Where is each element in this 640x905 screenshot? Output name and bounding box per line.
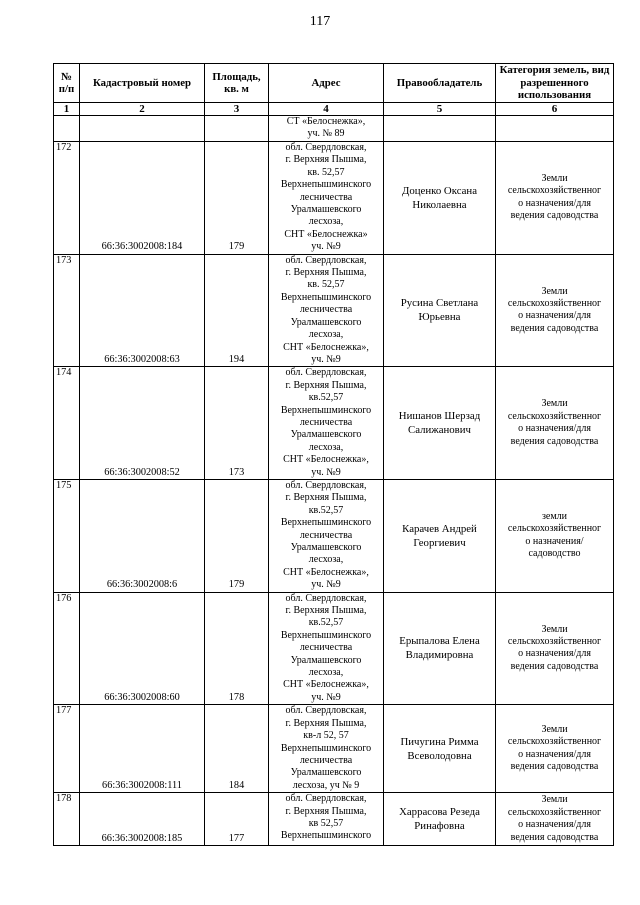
land-category xyxy=(496,254,614,367)
category-line: Земли xyxy=(541,623,568,635)
address-line: Верхнепышминского xyxy=(280,404,372,416)
address-line: г. Верхняя Пышма, xyxy=(285,267,367,279)
address-line: лесничества xyxy=(299,416,353,428)
column-number: 3 xyxy=(205,103,269,116)
address-line: лесхоза, xyxy=(308,216,344,228)
land-category xyxy=(496,367,614,480)
address-line: СНТ «Белоснежка», xyxy=(283,566,369,578)
address-line: уч. №9 xyxy=(311,353,341,365)
column-number: 2 xyxy=(80,103,205,116)
address-line: г. Верхняя Пышма, xyxy=(285,154,367,166)
row-number: 178 xyxy=(54,793,80,846)
header-cadastral: Кадастровый номер xyxy=(80,64,205,103)
page-number: 117 xyxy=(309,14,331,29)
address-line: Верхнепышминского xyxy=(280,629,372,641)
owner-name: Харрасова Резеда Ринафовна xyxy=(384,793,496,846)
land-registry-table xyxy=(53,63,614,846)
address-cell xyxy=(269,367,384,480)
address-line: Уралмашевского xyxy=(290,542,362,553)
category-line: сельскохозяйственног xyxy=(507,806,602,818)
cadastral-number: 66:36:3002008:185 xyxy=(80,793,205,846)
cadastral-number: 66:36:3002008:111 xyxy=(80,705,205,793)
address-line: кв. 52,57 xyxy=(307,166,345,178)
address-line: СНТ «Белоснежка» xyxy=(284,228,368,240)
table-row xyxy=(54,705,614,793)
cadastral-number: 66:36:3002008:63 xyxy=(80,254,205,367)
address-line: лесхоза, xyxy=(308,441,344,453)
category-line: земли xyxy=(541,510,568,522)
column-number: 1 xyxy=(54,103,80,116)
row-number: 173 xyxy=(54,254,80,367)
address-line: Уралмашевского xyxy=(290,316,362,328)
address-line: СНТ «Белоснежка», xyxy=(283,679,369,691)
category-line: о назначения/ xyxy=(525,535,584,547)
row-number xyxy=(54,116,80,142)
cadastral-number: 66:36:3002008:184 xyxy=(80,142,205,255)
area-value xyxy=(205,116,269,142)
land-category xyxy=(496,116,614,142)
address-line: Верхнепышминского xyxy=(280,517,372,529)
address-line: обл. Свердловская, xyxy=(285,705,367,717)
address-line: кв.52,57 xyxy=(308,392,344,404)
address-line: обл. Свердловская, xyxy=(285,592,367,604)
address-line: уч. №9 xyxy=(311,466,341,478)
category-line: Земли xyxy=(541,794,568,806)
address-line: лесничества xyxy=(299,529,353,541)
address-line: г. Верхняя Пышма, xyxy=(285,492,367,504)
category-line: Земли xyxy=(541,285,568,297)
address-cell xyxy=(269,116,384,142)
category-line: о назначения/для xyxy=(518,310,591,322)
address-line: Уралмашевского xyxy=(290,204,362,216)
category-line: сельскохозяйственног xyxy=(507,636,602,648)
address-line: лесхоза, xyxy=(308,554,344,566)
owner-name xyxy=(384,116,496,142)
address-cell xyxy=(269,479,384,592)
owner-name: Русина Светлана Юрьевна xyxy=(384,254,496,367)
category-line: ведения садоводства xyxy=(510,435,599,447)
table-row xyxy=(54,793,614,846)
address-cell xyxy=(269,142,384,255)
category-line: сельскохозяйственног xyxy=(507,736,602,748)
owner-name: Пичугина Римма Всеволодовна xyxy=(384,705,496,793)
category-line: ведения садоводства xyxy=(510,210,599,222)
address-cell xyxy=(269,592,384,705)
category-line: ведения садоводства xyxy=(510,322,599,334)
address-line: кв-л 52, 57 xyxy=(303,730,349,742)
land-category xyxy=(496,705,614,793)
category-line: садоводство xyxy=(528,548,581,560)
category-line: сельскохозяйственног xyxy=(507,298,602,310)
owner-name: Нишанов Шерзад Салижанович xyxy=(384,367,496,480)
address-line: Верхнепышминского xyxy=(280,291,372,303)
address-cell xyxy=(269,254,384,367)
address-line: обл. Свердловская, xyxy=(285,479,367,491)
header-category: Категория земель, вид разрешенного использования xyxy=(496,64,614,103)
address-line: обл. Свердловская, xyxy=(285,254,367,266)
land-category xyxy=(496,142,614,255)
address-line: Уралмашевского xyxy=(290,767,362,779)
address-line: кв.52,57 xyxy=(308,617,344,629)
address-line: лесхоза, xyxy=(308,329,344,341)
category-line: Земли xyxy=(541,173,568,185)
area-value: 178 xyxy=(205,592,269,705)
address-line: г. Верхняя Пышма, xyxy=(285,379,367,391)
table-row xyxy=(54,367,614,480)
address-line: уч. №9 xyxy=(311,579,341,591)
address-line: уч. №9 xyxy=(311,691,341,703)
header-number: № п/п xyxy=(54,64,80,103)
address-line: г. Верхняя Пышма, xyxy=(285,805,367,817)
address-cell xyxy=(269,705,384,793)
address-line: г. Верхняя Пышма, xyxy=(285,717,367,729)
area-value: 194 xyxy=(205,254,269,367)
owner-name: Доценко Оксана Николаевна xyxy=(384,142,496,255)
table-row xyxy=(54,142,614,255)
category-line: ведения садоводства xyxy=(510,660,599,672)
address-line: лесхоза, уч № 9 xyxy=(292,779,360,791)
address-line: кв 52,57 xyxy=(308,817,344,829)
category-line: ведения садоводства xyxy=(510,831,599,843)
category-line: о назначения/для xyxy=(518,819,591,831)
address-line: лесничества xyxy=(299,191,353,203)
address-line: обл. Свердловская, xyxy=(285,793,367,805)
address-line: Верхнепышминского xyxy=(280,179,372,191)
address-line: уч. №9 xyxy=(311,241,341,253)
address-line: обл. Свердловская, xyxy=(285,367,367,379)
address-line: Верхнепышминского xyxy=(280,742,372,754)
category-line: о назначения/для xyxy=(518,748,591,760)
category-line: Земли xyxy=(541,723,568,735)
header-row xyxy=(54,64,614,103)
address-line: Верхнепышминского xyxy=(280,830,372,842)
area-value: 179 xyxy=(205,142,269,255)
address-line: Уралмашевского xyxy=(290,429,362,441)
address-line: уч. № 89 xyxy=(307,128,345,140)
category-line: о назначения/для xyxy=(518,648,591,660)
area-value: 184 xyxy=(205,705,269,793)
category-line: о назначения/для xyxy=(518,423,591,435)
header-area: Площадь, кв. м xyxy=(205,64,269,103)
continuation-row xyxy=(54,116,614,142)
table-row xyxy=(54,479,614,592)
column-number: 6 xyxy=(496,103,614,116)
category-line: о назначения/для xyxy=(518,197,591,209)
row-number: 175 xyxy=(54,479,80,592)
address-line: СНТ «Белоснежка», xyxy=(283,454,369,466)
address-line: г. Верхняя Пышма, xyxy=(285,605,367,617)
address-line: Уралмашевского xyxy=(290,654,362,666)
table-row xyxy=(54,254,614,367)
land-category xyxy=(496,592,614,705)
cadastral-number: 66:36:3002008:60 xyxy=(80,592,205,705)
owner-name: Ерыпалова Елена Владимировна xyxy=(384,592,496,705)
land-category xyxy=(496,479,614,592)
address-line: обл. Свердловская, xyxy=(285,142,367,153)
category-line: сельскохозяйственног xyxy=(507,523,602,535)
row-number: 174 xyxy=(54,367,80,480)
category-line: сельскохозяйственног xyxy=(507,410,602,422)
row-number: 176 xyxy=(54,592,80,705)
row-number: 172 xyxy=(54,142,80,255)
owner-name: Карачев Андрей Георгиевич xyxy=(384,479,496,592)
address-line: кв.52,57 xyxy=(308,504,344,516)
column-number-row xyxy=(54,103,614,116)
address-line: лесничества xyxy=(299,754,353,766)
address-line: кв. 52,57 xyxy=(307,279,345,291)
address-line: СНТ «Белоснежка», xyxy=(283,341,369,353)
address-cell xyxy=(269,793,384,846)
header-owner: Правообладатель xyxy=(384,64,496,103)
cadastral-number: 66:36:3002008:52 xyxy=(80,367,205,480)
table-row xyxy=(54,592,614,705)
land-category xyxy=(496,793,614,846)
header-address: Адрес xyxy=(269,64,384,103)
area-value: 173 xyxy=(205,367,269,480)
column-number: 4 xyxy=(269,103,384,116)
cadastral-number xyxy=(80,116,205,142)
area-value: 177 xyxy=(205,793,269,846)
category-line: ведения садоводства xyxy=(510,761,599,773)
address-line: СТ «Белоснежка», xyxy=(286,116,366,127)
address-line: лесничества xyxy=(299,304,353,316)
address-line: лесхоза, xyxy=(308,667,344,679)
cadastral-number: 66:36:3002008:6 xyxy=(80,479,205,592)
address-line: лесничества xyxy=(299,642,353,654)
category-line: сельскохозяйственног xyxy=(507,185,602,197)
row-number: 177 xyxy=(54,705,80,793)
column-number: 5 xyxy=(384,103,496,116)
area-value: 179 xyxy=(205,479,269,592)
category-line: Земли xyxy=(541,398,568,410)
